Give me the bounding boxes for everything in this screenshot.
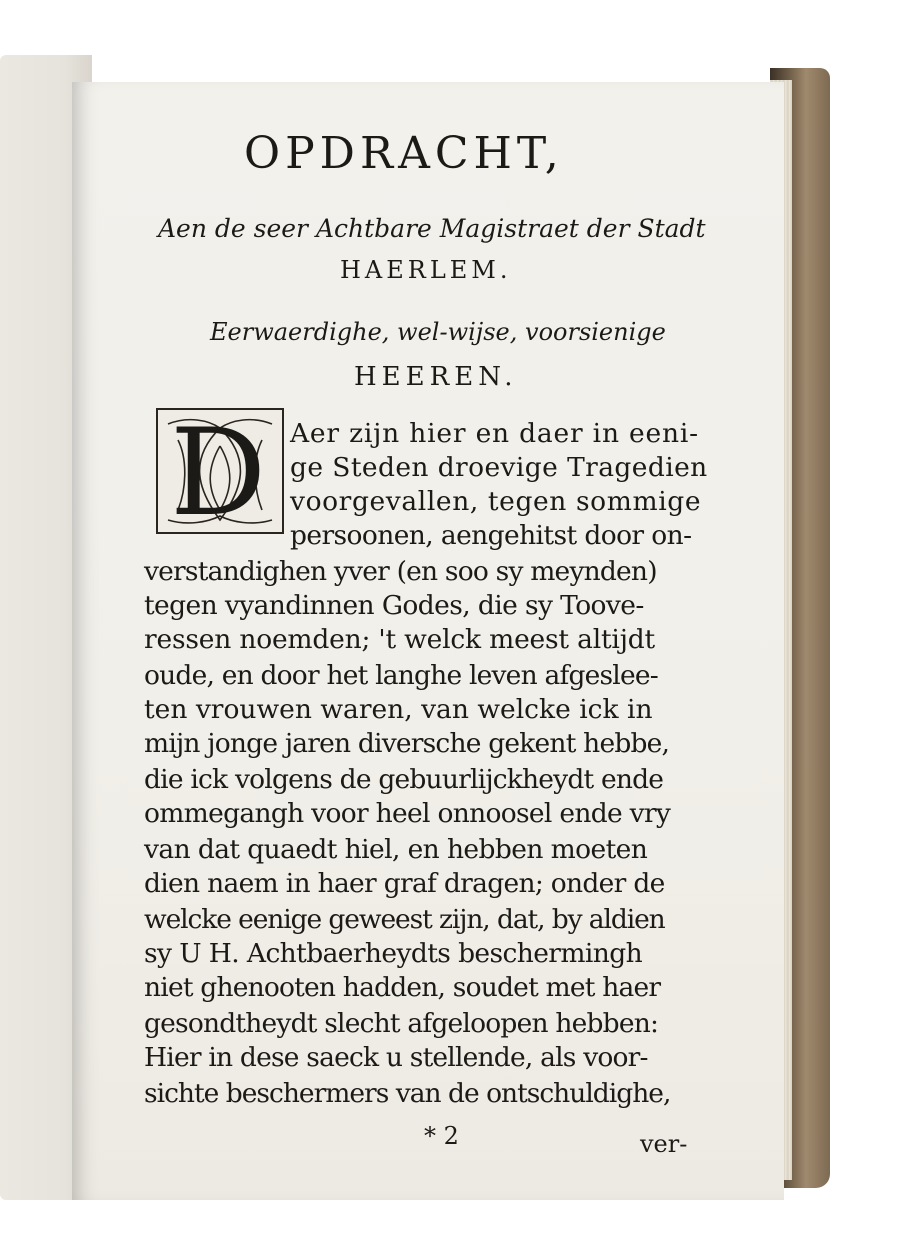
page-title: OPDRACHT, [244, 128, 564, 179]
body-line: Aer zijn hier en daer in eeni- [290, 418, 699, 449]
body-line: oude, en door het langhe leven afgeslee- [144, 660, 658, 691]
body-line: niet ghenooten hadden, soudet met haer [144, 972, 661, 1003]
decorated-initial [156, 404, 284, 543]
city-name: HAERLEM. [340, 256, 512, 284]
salutation-heeren: HEEREN. [354, 362, 518, 392]
body-line: persoonen, aengehitst door on- [290, 520, 692, 551]
body-line: mijn jonge jaren diversche gekent hebbe, [144, 728, 670, 759]
body-line: ten vrouwen waren, van welcke ick in [144, 694, 653, 725]
body-line: gesondtheydt slecht afgeloopen hebben: [144, 1008, 659, 1039]
body-line: die ick volgens de gebuurlijckheydt ende [144, 764, 664, 795]
body-line: van dat quaedt hiel, en hebben moeten [144, 834, 648, 865]
catchword: ver- [640, 1130, 688, 1158]
body-line: ge Steden droevige Tragedien [290, 452, 708, 483]
signature-mark: * 2 [424, 1122, 459, 1150]
body-line: ressen noemden; 't welck meest altijdt [144, 624, 655, 655]
body-line: Hier in dese saeck u stellende, als voor- [144, 1042, 648, 1073]
initial-letter: D [170, 404, 267, 543]
body-line: tegen vyandinnen Godes, die sy Toove- [144, 590, 644, 621]
salutation-line: Eerwaerdighe, wel-wijse, voorsienige [210, 318, 666, 346]
body-line: dien naem in haer graf dragen; onder de [144, 868, 665, 899]
body-line: ommegangh voor heel onnoosel ende vry [144, 798, 671, 829]
body-line: sichte beschermers van de ontschuldighe, [144, 1078, 671, 1109]
body-line: verstandighen yver (en soo sy meynden) [144, 556, 657, 587]
body-line: voorgevallen, tegen sommige [290, 486, 702, 517]
body-line: welcke eenige geweest zijn, dat, by aldien [144, 904, 665, 935]
body-line: sy U H. Achtbaerheydts beschermingh [144, 938, 643, 969]
dedication-line: Aen de seer Achtbare Magistraet der Stadt [158, 214, 706, 243]
